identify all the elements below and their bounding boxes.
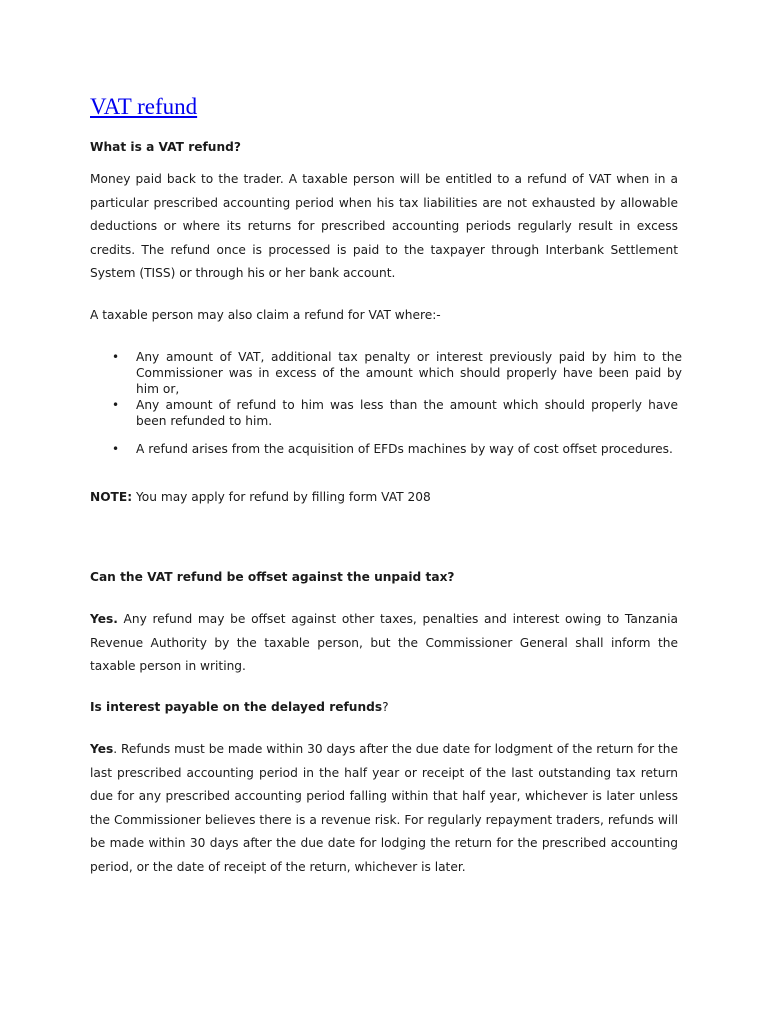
interest-heading-text: Is interest payable on the delayed refunds [90, 700, 383, 714]
interest-answer-text: . Refunds must be made within 30 days after the due date for lodgment of the return for the last prescribed accounting period in the half year or receipt of the last outstanding tax return due for any prescribed accounting period falling within that half year, whichever is later unless the Commissioner believes there is a revenue risk. For regularly repayment traders, refunds will be made within 30 days after the due date for lodging the return for the prescribed accounting period, or the date of receipt of the return, whichever is later. [90, 742, 678, 874]
bullet-icon: • [112, 350, 120, 364]
interest-answer-paragraph [90, 738, 678, 879]
bullet-icon: • [112, 398, 120, 412]
list-item-text: A refund arises from the acquisition of EFDs machines by way of cost offset procedures. [136, 442, 673, 456]
interest-heading-question-mark: ? [382, 700, 389, 714]
document-title-link[interactable]: VAT refund [90, 94, 198, 119]
offset-answer-text: Any refund may be offset against other taxes, penalties and interest owing to Tanzania Revenue Authority by the taxable person, but the Commissioner General shall inform the taxable person in writing. [90, 612, 678, 673]
offset-answer-label: Yes. [90, 612, 118, 626]
list-item-text: Any amount of refund to him was less than the amount which should properly have been refunded to him. [136, 398, 678, 428]
heading-offset-question: Can the VAT refund be offset against the unpaid tax? [90, 570, 455, 584]
note-paragraph [90, 486, 678, 510]
definition-paragraph: Money paid back to the trader. A taxable person will be entitled to a refund of VAT when in a particular prescribed accounting period when his tax liabilities are not exhausted by allowable deductions or where its returns for prescribed accounting periods regularly result in excess credits. The refund once is processed is paid to the taxpayer through Interbank Settlement System (TISS) or through his or her bank account. [90, 172, 678, 280]
heading-what-is-vat-refund: What is a VAT refund? [90, 140, 241, 154]
claim-intro-text: A taxable person may also claim a refund for VAT where:- [90, 308, 441, 322]
offset-answer-paragraph [90, 608, 678, 679]
note-text: You may apply for refund by filling form VAT 208 [132, 490, 431, 504]
interest-answer-label: Yes [90, 742, 114, 756]
heading-interest-question [90, 699, 389, 715]
list-item-text: Any amount of VAT, additional tax penalty or interest previously paid by him to the Commissioner was in excess of the amount which should properly have been paid by him or, [136, 350, 682, 396]
note-label: NOTE: [90, 490, 133, 504]
bullet-icon: • [112, 442, 120, 456]
